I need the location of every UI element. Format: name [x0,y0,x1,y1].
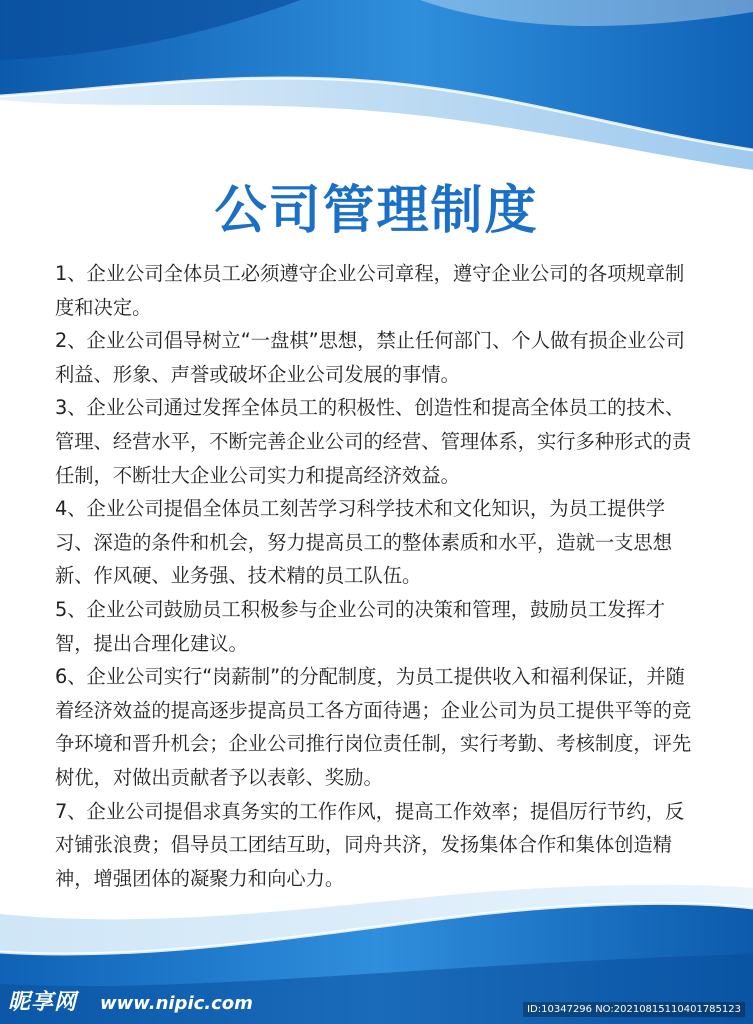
rule-item: 4、企业公司提倡全体员工刻苦学习科学技术和文化知识，为员工提供学习、深造的条件和机会，努力提高员工的整体素质和水平，造就一支思想新、作风硬、业务强、技术精的员工队伍。 [55,497,672,588]
watermark-url: www.nipic.com [100,993,253,1014]
rule-item: 5、企业公司鼓励员工积极参与企业公司的决策和管理，鼓励员工发挥才智，提出合理化建议。 [55,597,665,655]
page-title: 公司管理制度 [214,181,539,241]
rule-item: 6、企业公司实行“岗薪制”的分配制度，为员工提供收入和福利保证，并随着经济效益的提高逐步提高员工各方面待遇；企业公司为员工提供平等的竞争环境和晋升机会；企业公司推行岗位责任制，实行考勤、考核制度，评先树优，对做出贡献者予以表彰、奖励。 [55,665,692,789]
rule-item: 1、企业公司全体员工必须遵守企业公司章程，遵守企业公司的各项规章制度和决定。 [55,262,685,319]
top-wave-decoration [0,0,753,170]
rule-item: 7、企业公司提倡求真务实的工作作风，提高工作效率；提倡厉行节约，反对铺张浪费；倡导员工团结互助，同舟共济，发扬集体合作和集体创造精神，增强团体的凝聚力和向心力。 [55,799,685,890]
watermark-logo: 昵享网 [8,990,78,1015]
rule-item: 3、企业公司通过发挥全体员工的积极性、创造性和提高全体员工的技术、管理、经营水平，不断完善企业公司的经营、管理体系，实行多种形式的责任制，不断壮大企业公司实力和提高经济效益。 [55,396,692,487]
rule-item: 2、企业公司倡导树立“一盘棋”思想，禁止任何部门、个人做有损企业公司利益、形象、声誉或破坏企业公司发展的事情。 [55,329,685,386]
watermark-id: ID:10347296 NO:20210815110401785123 [523,1002,745,1017]
rules-list [55,257,703,895]
